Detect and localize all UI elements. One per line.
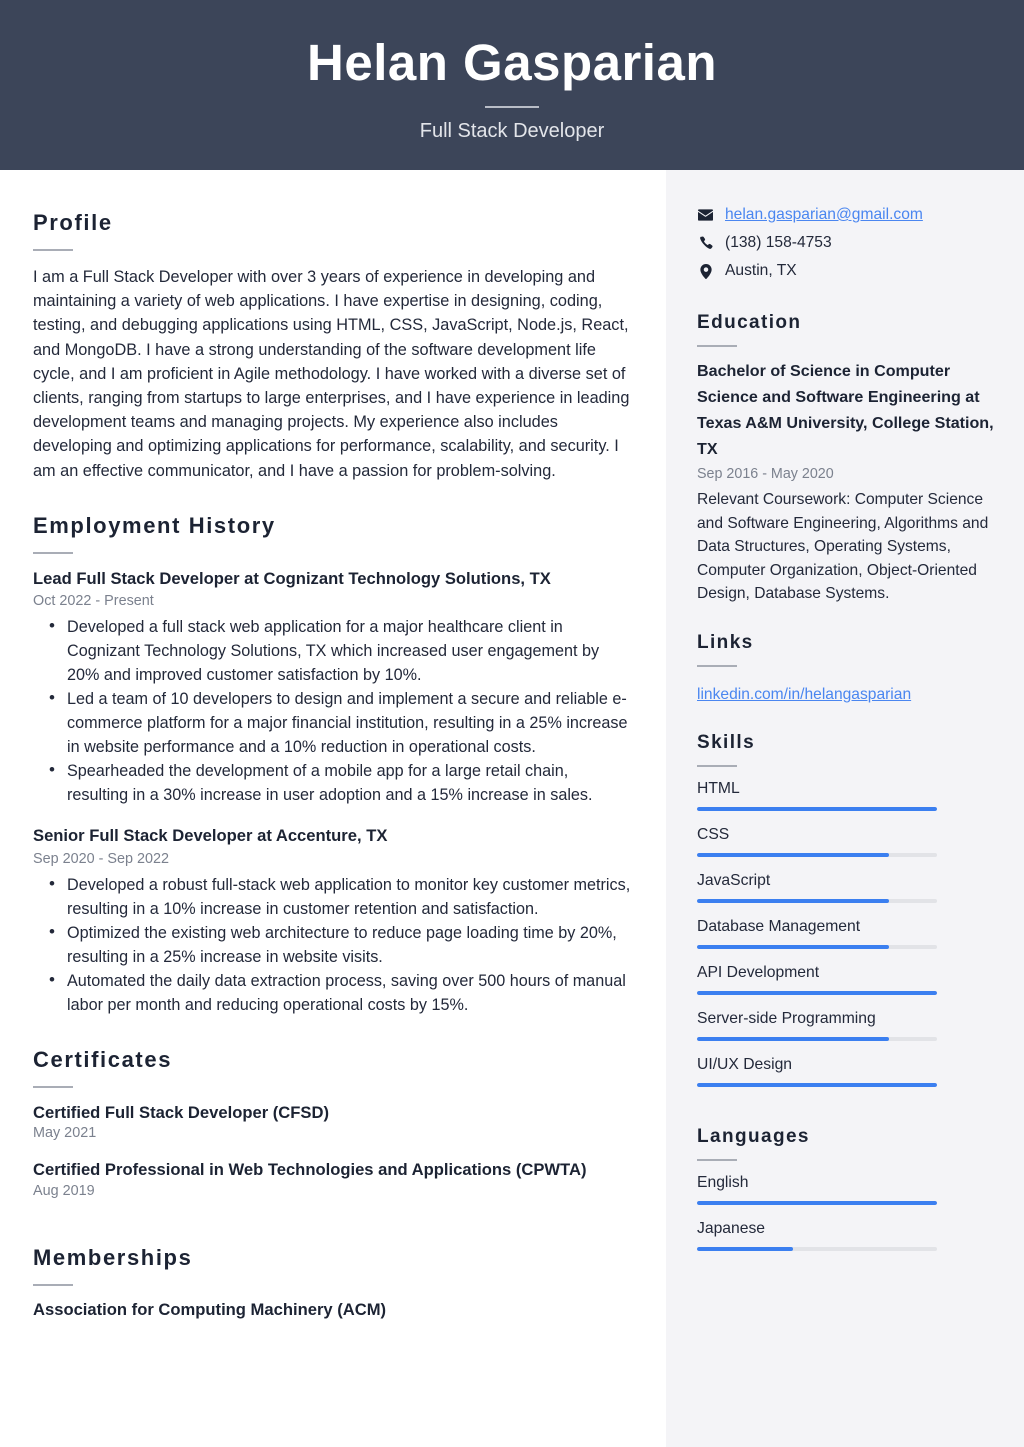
skill-row xyxy=(697,1008,994,1041)
section-languages xyxy=(697,1126,994,1251)
certificate-entry xyxy=(33,1102,632,1141)
section-certificates xyxy=(33,1047,632,1199)
contact-location-row xyxy=(697,260,994,282)
job-bullet: • Led a team of 10 developers to design and implement a secure and reliable e-commerce platform for a major financial institution, resulting in a 25% increase in website performance and a 10% reduction in operational costs. xyxy=(67,687,632,759)
spacer xyxy=(697,1100,994,1126)
skill-label: UI/UX Design xyxy=(697,1055,793,1073)
spacer xyxy=(33,1141,632,1159)
language-bar-fill xyxy=(697,1201,937,1205)
section-memberships xyxy=(33,1245,632,1320)
skill-bar-fill xyxy=(697,1083,937,1087)
job-bullets xyxy=(33,873,632,1017)
skill-bar-fill xyxy=(697,945,889,949)
language-label: Japanese xyxy=(697,1219,766,1237)
certificates-heading-underline xyxy=(33,1086,73,1088)
skill-bar-track xyxy=(697,807,937,811)
skills-heading: Skills xyxy=(697,731,756,753)
memberships-heading-underline xyxy=(33,1284,73,1286)
certificate-title: Certified Professional in Web Technologies and Applications (CPWTA) xyxy=(33,1160,587,1180)
link-item-row[interactable] xyxy=(697,684,994,706)
language-bar-fill xyxy=(697,1247,793,1251)
language-row xyxy=(697,1218,994,1251)
skill-label: API Development xyxy=(697,963,820,981)
contact-phone: (138) 158-4753 xyxy=(725,234,832,251)
header-divider xyxy=(485,106,539,108)
skill-bar-fill xyxy=(697,899,889,903)
section-skills xyxy=(697,732,994,1087)
skill-bar-fill xyxy=(697,991,937,995)
certificate-title: Certified Full Stack Developer (CFSD) xyxy=(33,1102,329,1122)
employment-heading-underline xyxy=(33,552,73,554)
candidate-name: Helan Gasparian xyxy=(307,34,717,92)
education-heading: Education xyxy=(697,312,802,333)
candidate-job-title: Full Stack Developer xyxy=(419,119,605,142)
contact-location: Austin, TX xyxy=(725,262,797,279)
certificates-heading: Certificates xyxy=(33,1046,173,1072)
contact-phone-row[interactable] xyxy=(697,232,994,254)
education-coursework: Relevant Coursework: Computer Science and Software Engineering, Algorithms and Data Structures, Operating Systems, Computer Organization, Object-Oriented Design, Database Systems. xyxy=(697,491,989,602)
resume-body xyxy=(0,170,1024,1447)
job-bullet: • Developed a robust full-stack web application to monitor key customer metrics, resulting in a 10% increase in customer retention and satisfaction. xyxy=(67,873,632,921)
certificate-date: Aug 2019 xyxy=(33,1182,95,1199)
job-title: Senior Full Stack Developer at Accenture, TX xyxy=(33,826,388,846)
envelope-icon xyxy=(697,209,714,221)
spacer xyxy=(33,483,632,513)
contact-email[interactable]: helan.gasparian@gmail.com xyxy=(725,206,923,223)
job-date: Oct 2022 - Present xyxy=(33,593,154,610)
skill-label: JavaScript xyxy=(697,871,771,889)
certificate-entry xyxy=(33,1159,632,1198)
sidebar-column xyxy=(666,170,1024,1447)
languages-heading-underline xyxy=(697,1159,737,1161)
profile-heading-underline xyxy=(33,249,73,251)
skill-row xyxy=(697,1054,994,1087)
links-heading-underline xyxy=(697,665,737,667)
profile-text: I am a Full Stack Developer with over 3 years of experience in developing and maintaining a variety of web applications. I have expertise in designing, coding, testing, and debugging applications using HTML, CSS, JavaScript, Node.js, React, and MongoDB. I have a strong understanding of the software development life cycle, and I am proficient in Agile methodology. I have worked with a diverse set of clients, ranging from startups to large enterprises, and I have experience in leading development teams and managing projects. My experience also includes developing and optimizing applications for performance, scalability, and security. I am an effective communicator, and I have a passion for problem-solving. xyxy=(33,268,630,480)
job-date: Sep 2020 - Sep 2022 xyxy=(33,850,170,867)
memberships-heading: Memberships xyxy=(33,1244,193,1270)
skill-row xyxy=(697,870,994,903)
main-column xyxy=(0,170,666,1447)
spacer xyxy=(697,706,994,732)
job-title: Lead Full Stack Developer at Cognizant Technology Solutions, TX xyxy=(33,568,551,588)
employment-entry xyxy=(33,568,632,808)
education-date: Sep 2016 - May 2020 xyxy=(697,466,834,482)
skill-row xyxy=(697,916,994,949)
job-bullet: • Spearheaded the development of a mobile app for a large retail chain, resulting in a 30% increase in user adoption and a 15% increase in sales. xyxy=(67,759,632,807)
education-degree: Bachelor of Science in Computer Science and Software Engineering at Texas A&M University, College Station, TX xyxy=(697,362,994,458)
spacer xyxy=(33,807,632,825)
section-employment-history xyxy=(33,513,632,1017)
skill-row xyxy=(697,962,994,995)
section-education xyxy=(697,312,994,606)
employment-entry xyxy=(33,825,632,1017)
certificate-date: May 2021 xyxy=(33,1125,97,1142)
contact-email-row[interactable] xyxy=(697,204,994,226)
links-heading: Links xyxy=(697,631,754,653)
skill-label: CSS xyxy=(697,825,730,843)
resume-header xyxy=(0,0,1024,170)
education-heading-underline xyxy=(697,345,737,347)
language-label: English xyxy=(697,1173,749,1191)
skill-bar-track xyxy=(697,945,937,949)
language-bar-track xyxy=(697,1201,937,1205)
map-pin-icon xyxy=(697,264,714,279)
skill-bar-track xyxy=(697,991,937,995)
employment-heading: Employment History xyxy=(33,512,276,538)
section-profile xyxy=(33,210,632,483)
skill-bar-fill xyxy=(697,1037,889,1041)
skill-label: Server-side Programming xyxy=(697,1009,876,1027)
membership-item: Association for Computing Machinery (ACM) xyxy=(33,1299,387,1319)
link-linkedin[interactable]: linkedin.com/in/helangasparian xyxy=(697,685,912,703)
skill-label: Database Management xyxy=(697,917,861,935)
skill-row xyxy=(697,824,994,857)
skill-bar-fill xyxy=(697,807,937,811)
skill-row xyxy=(697,778,994,811)
skill-bar-track xyxy=(697,899,937,903)
skill-label: HTML xyxy=(697,779,740,797)
languages-heading: Languages xyxy=(697,1125,810,1147)
skill-bar-fill xyxy=(697,853,889,857)
spacer xyxy=(697,606,994,632)
section-links xyxy=(697,632,994,706)
job-bullet: • Optimized the existing web architecture to reduce page loading time by 20%, resulting in a 25% increase in website visits. xyxy=(67,921,632,969)
job-bullet: • Developed a full stack web application for a major healthcare client in Cognizant Technology Solutions, TX which increased user engagement by 20% and improved customer satisfaction by 10%. xyxy=(67,615,632,687)
job-bullets xyxy=(33,615,632,807)
spacer xyxy=(697,288,994,312)
language-row xyxy=(697,1172,994,1205)
skill-bar-track xyxy=(697,1037,937,1041)
phone-icon xyxy=(697,236,714,250)
job-bullet: • Automated the daily data extraction process, saving over 500 hours of manual labor per month and reducing operational costs by 15%. xyxy=(67,969,632,1017)
skill-bar-track xyxy=(697,1083,937,1087)
skills-heading-underline xyxy=(697,765,737,767)
profile-heading: Profile xyxy=(33,210,113,235)
contact-block xyxy=(697,204,994,282)
spacer xyxy=(33,1017,632,1047)
language-bar-track xyxy=(697,1247,937,1251)
skill-bar-track xyxy=(697,853,937,857)
spacer xyxy=(33,1199,632,1245)
